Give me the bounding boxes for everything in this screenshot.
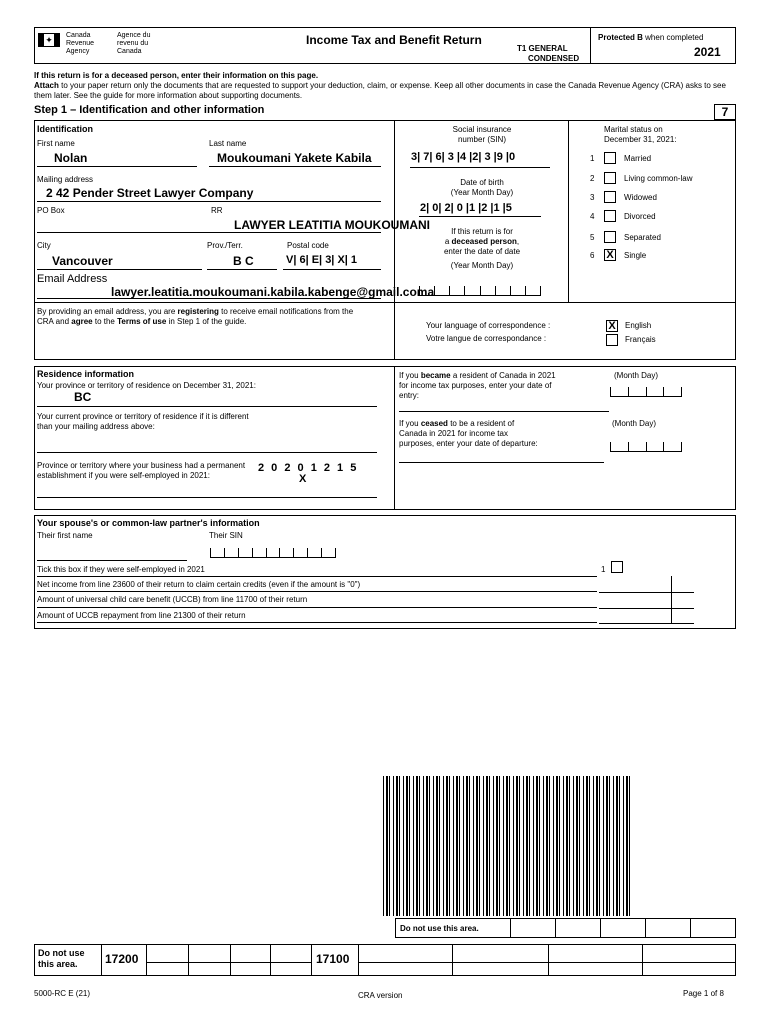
province-label: Prov./Terr. (207, 241, 243, 250)
spouse-self-employed-checkbox[interactable] (611, 561, 623, 573)
spouse-uccb-repay-field[interactable] (599, 623, 694, 624)
ceased-date-field[interactable] (610, 442, 682, 452)
marital-opt-5: 5 (590, 233, 595, 242)
last-name-value[interactable]: Moukoumani Yakete Kabila (217, 151, 372, 165)
email-value[interactable]: lawyer.leatitia.moukoumani.kabila.kabenge@gmail.coma (111, 285, 435, 299)
marital-opt-6: 6 (590, 251, 595, 260)
province-value[interactable]: B C (233, 254, 254, 268)
form-id: 5000-RC E (21) (34, 989, 91, 998)
email-consent-text: By providing an email address, you are registering to receive email notifications from the CRA and agree to the Terms of use in Step 1 of the guide. (37, 307, 354, 326)
residence-business-label: Province or territory where your business had a permanent establishment if you were self-employed in 2021: (37, 461, 246, 480)
postal-code-label: Postal code (287, 241, 329, 250)
spouse-net-income-label: Net income from line 23600 of their return to claim certain credits (even if the amount is "0") (37, 580, 361, 589)
language-french-label: Français (625, 335, 656, 344)
residence-heading: Residence information (37, 369, 135, 379)
language-english-label: English (625, 321, 652, 330)
deceased-instruction: If this return is for a deceased person, enter their information on this page. (34, 71, 319, 80)
code-17200: 17200 (105, 952, 139, 966)
city-value[interactable]: Vancouver (52, 254, 113, 268)
marital-married-checkbox[interactable] (604, 152, 616, 164)
dob-label: Date of birth (Year Month Day) (450, 178, 514, 197)
cra-version: CRA version (358, 991, 403, 1000)
form-title: Income Tax and Benefit Return (306, 33, 482, 47)
form-type-line1: T1 GENERAL (517, 44, 568, 53)
language-english-checkbox[interactable]: X (606, 320, 618, 332)
spouse-uccb-label: Amount of universal child care benefit (UCCB) from line 11700 of their return (37, 595, 308, 604)
spouse-sin-field[interactable] (210, 548, 336, 558)
sin-value[interactable]: 3| 7| 6| 3 |4 |2| 3 |9 |0 (411, 151, 516, 163)
email-label: Email Address (37, 273, 108, 285)
spouse-self-employed-label: Tick this box if they were self-employed in 2021 (37, 565, 205, 574)
do-not-use-label-top: Do not use this area. (400, 924, 479, 933)
attach-instruction: Attach to your paper return only the documents that are requested to support your deduction, claim, or expense. Keep all other documents in case the Canada Revenue Agency (CRA) asks to see them later. See the guide for more information about supporting documents. (34, 81, 726, 100)
agency-name-en: Canada Revenue Agency (66, 32, 95, 55)
marital-common-law-checkbox[interactable] (604, 172, 616, 184)
first-name-label: First name (37, 139, 75, 148)
marital-single-checkbox[interactable]: X (604, 249, 616, 261)
city-label: City (37, 241, 51, 250)
header-divider (590, 27, 591, 64)
marital-opt-1: 1 (590, 154, 595, 163)
marital-common-law-label: Living common-law (624, 174, 693, 183)
protected-label: Protected B when completed (598, 33, 704, 42)
marital-separated-checkbox[interactable] (604, 231, 616, 243)
deceased-date-field[interactable] (419, 286, 541, 296)
marital-status-label: Marital status on December 31, 2021: (604, 125, 677, 144)
spouse-first-name-label: Their first name (37, 531, 93, 540)
residence-business-mark: X (299, 473, 307, 485)
last-name-label: Last name (209, 139, 247, 148)
canada-flag-icon: ✦ (38, 33, 60, 47)
step-number: 7 (714, 104, 736, 120)
marital-married-label: Married (624, 154, 652, 163)
code-17100: 17100 (316, 952, 350, 966)
residence-current-label: Your current province or territory of residence if it is different than your mailing address above: (37, 412, 249, 431)
mailing-address-label: Mailing address (37, 175, 94, 184)
residence-dec31-label: Your province or territory of residence on December 31, 2021: (37, 381, 256, 390)
marital-separated-label: Separated (624, 233, 661, 242)
became-resident-label: If you became a resident of Canada in 2021 for income tax purposes, enter your date of entry: (399, 371, 556, 400)
residence-dec31-value[interactable]: BC (74, 390, 92, 404)
became-month-day-label: (Month Day) (614, 371, 659, 380)
do-not-use-area-bottom (34, 944, 736, 976)
ceased-month-day-label: (Month Day) (612, 419, 657, 428)
marital-opt-2: 2 (590, 174, 595, 183)
language-french-checkbox[interactable] (606, 334, 618, 346)
marital-opt-4: 4 (590, 212, 595, 221)
marital-single-label: Single (624, 251, 647, 260)
page-number: Page 1 of 8 (683, 989, 724, 998)
spouse-net-income-field[interactable] (599, 592, 694, 593)
agency-name-fr: Agence du revenu du Canada (117, 32, 151, 55)
became-date-field[interactable] (610, 387, 682, 397)
deceased-date-label: If this return is for a deceased person, enter the date of date (Year Month Day) (443, 227, 521, 270)
identification-heading: Identification (37, 124, 93, 134)
rr-label: RR (211, 206, 223, 215)
marital-divorced-checkbox[interactable] (604, 210, 616, 222)
spouse-uccb-field[interactable] (599, 608, 694, 609)
spouse-sin-label: Their SIN (209, 531, 243, 540)
first-name-value[interactable]: Nolan (54, 151, 88, 165)
tax-year: 2021 (694, 45, 721, 59)
spouse-uccb-repay-label: Amount of UCCB repayment from line 21300 of their return (37, 611, 246, 620)
marital-opt-3: 3 (590, 193, 595, 202)
marital-widowed-checkbox[interactable] (604, 191, 616, 203)
barcode-image (383, 776, 633, 916)
spouse-self-employed-num: 1 (601, 565, 606, 574)
residence-business-value[interactable]: 2 0 2 0 1 2 1 5 (258, 462, 359, 474)
rr-value[interactable]: LAWYER LEATITIA MOUKOUMANI (234, 218, 430, 232)
po-box-label: PO Box (37, 206, 65, 215)
mailing-address-value[interactable]: 2 42 Pender Street Lawyer Company (46, 186, 254, 200)
form-type-line2: CONDENSED (528, 54, 580, 63)
do-not-use-label-bottom: Do not use this area. (38, 948, 85, 969)
marital-widowed-label: Widowed (624, 193, 657, 202)
marital-divorced-label: Divorced (624, 212, 656, 221)
language-label-en: Your language of correspondence : (426, 321, 551, 330)
dob-value[interactable]: 2| 0| 2| 0 |1 |2 |1 |5 (420, 202, 512, 214)
ceased-resident-label: If you ceased to be a resident of Canada in 2021 for income tax purposes, enter your date of departure: (399, 419, 538, 448)
spouse-heading: Your spouse's or common-law partner's information (37, 518, 260, 528)
sin-label: Social insurance number (SIN) (452, 125, 512, 144)
step-title: Step 1 – Identification and other information (34, 104, 265, 116)
postal-code-value[interactable]: V| 6| E| 3| X| 1 (286, 254, 358, 266)
language-label-fr: Votre langue de correspondance : (426, 334, 547, 343)
